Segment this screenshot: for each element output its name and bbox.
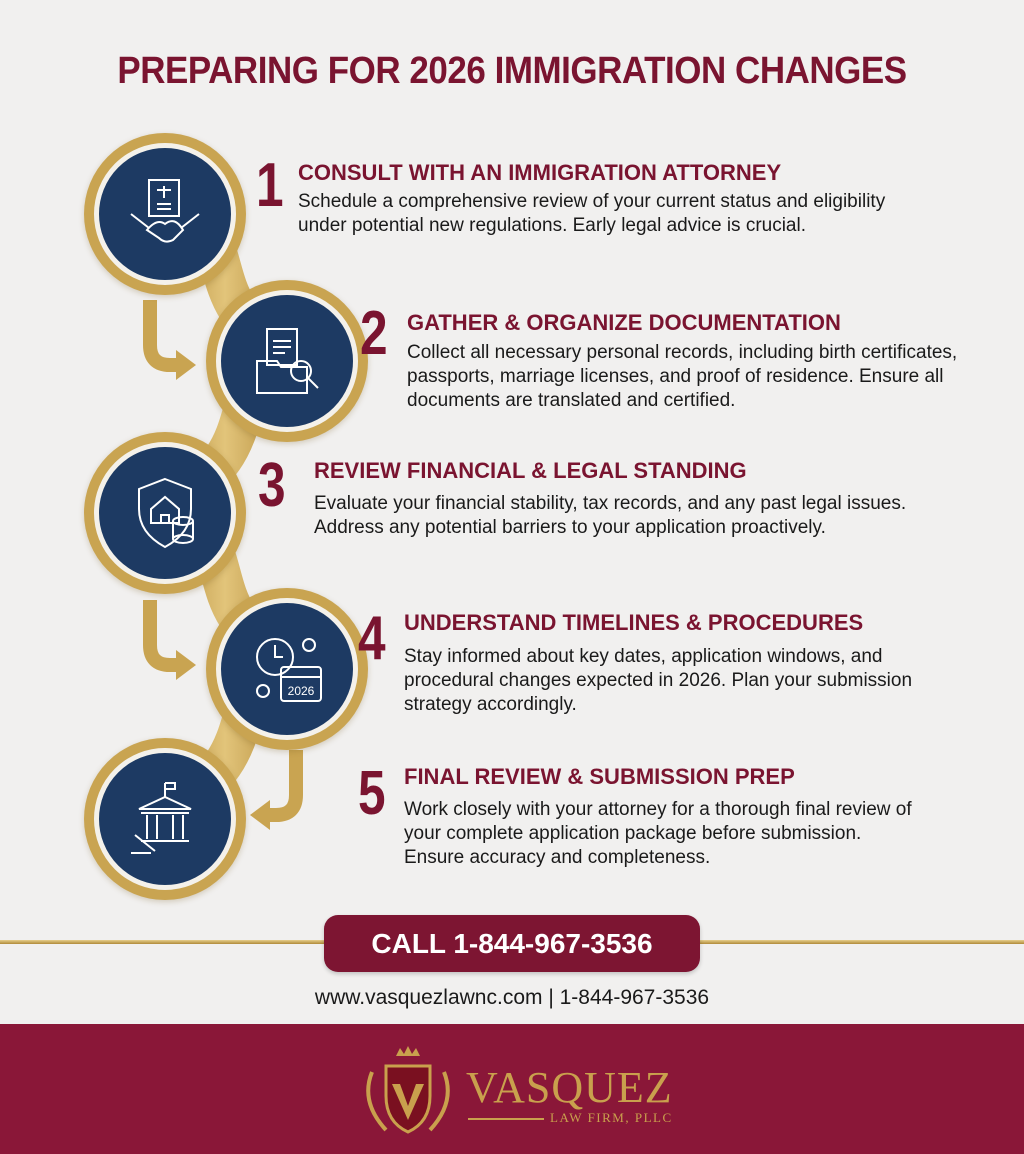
step-5-title: FINAL REVIEW & SUBMISSION PREP — [404, 764, 795, 789]
step-1-number: 1 — [256, 151, 284, 220]
step-3-icon-circle — [94, 442, 236, 584]
contact-line[interactable]: www.vasquezlawnc.com | 1-844-967-3536 — [314, 986, 710, 1009]
step-2-description: Collect all necessary personal records, including birth certificates, passports, marriage licenses, and proof of residence. Ensure all documents are translated and certified. — [407, 342, 958, 411]
step-4-number: 4 — [358, 604, 386, 673]
call-button[interactable]: CALL 1-844-967-3536 — [324, 915, 700, 972]
footer — [0, 1024, 1024, 1154]
step-1-icon-circle — [94, 143, 236, 285]
shield-house-coins-icon — [125, 473, 205, 553]
step-2-icon-circle — [216, 290, 358, 432]
courthouse-gavel-icon — [125, 779, 205, 859]
step-3-title: REVIEW FINANCIAL & LEGAL STANDING — [314, 458, 747, 483]
firm-crest-logo-icon — [358, 1042, 458, 1142]
legal-document-handshake-icon — [125, 174, 205, 254]
page-title: PREPARING FOR 2026 IMMIGRATION CHANGES — [117, 50, 907, 92]
step-4-description: Stay informed about key dates, application windows, and procedural changes expected in 2026. Plan your submission strategy accordingly. — [404, 646, 913, 715]
step-3-number: 3 — [258, 451, 286, 520]
clock-calendar-2026-icon — [247, 629, 327, 709]
brand-subtitle: LAW FIRM, PLLC — [550, 1110, 673, 1125]
step-3-description: Evaluate your financial stability, tax records, and any past legal issues. Address any potential barriers to your application proactively. — [314, 493, 907, 538]
step-2-title: GATHER & ORGANIZE DOCUMENTATION — [407, 310, 841, 335]
brand-rule — [468, 1118, 544, 1120]
divider-right — [694, 940, 1024, 944]
step-5-number: 5 — [358, 759, 386, 828]
brand-name: VASQUEZ — [466, 1063, 673, 1112]
step-4-title: UNDERSTAND TIMELINES & PROCEDURES — [404, 610, 864, 635]
step-2-number: 2 — [360, 299, 388, 368]
divider-left — [0, 940, 330, 944]
svg-text:2026: 2026 — [287, 684, 315, 698]
step-1-description: Schedule a comprehensive review of your current status and eligibility under potential new regulations. Early legal advice is crucial. — [298, 191, 886, 236]
documents-magnifier-icon — [247, 321, 327, 401]
step-1-title: CONSULT WITH AN IMMIGRATION ATTORNEY — [298, 160, 782, 185]
step-5-description: Work closely with your attorney for a thorough final review of your complete application package before submission. Ensure accuracy and completeness. — [404, 799, 912, 868]
step-5-icon-circle — [94, 748, 236, 890]
step-4-icon-circle — [216, 598, 358, 740]
